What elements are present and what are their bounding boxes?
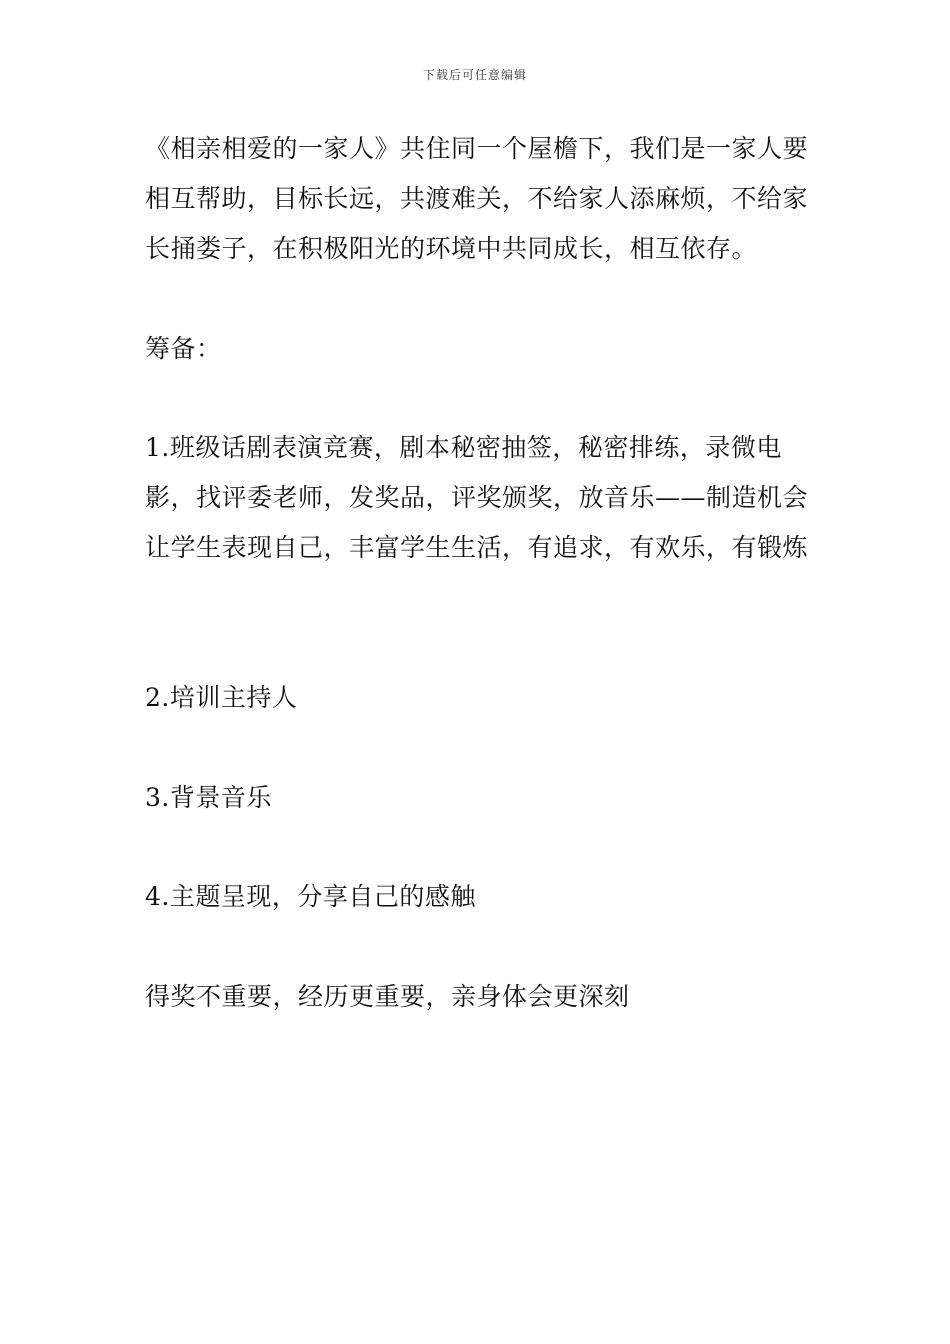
list-item-4: 4.主题呈现，分享自己的感触 [145,882,476,911]
header-note: 下载后可任意编辑 [422,68,527,82]
list-item-1: 1.班级话剧表演竞赛，剧本秘密抽签，秘密排练，录微电影，找评委老师，发奖品，评奖颁奖，放音乐——制造机会让学生表现自己，丰富学生生活，有追求，有欢乐，有锻炼 [145,433,809,562]
closing-paragraph: 得奖不重要，经历更重要，亲身体会更深刻 [145,982,630,1011]
list-item-2: 2.培训主持人 [145,683,298,712]
intro-paragraph: 《相亲相爱的一家人》共住同一个屋檐下，我们是一家人要相互帮助，目标长远，共渡难关，不给家人添麻烦，不给家长捅娄子，在积极阳光的环境中共同成长，相互依存。 [145,134,809,263]
preparation-heading: 筹备： [145,334,222,363]
list-item-3: 3.背景音乐 [145,783,272,812]
